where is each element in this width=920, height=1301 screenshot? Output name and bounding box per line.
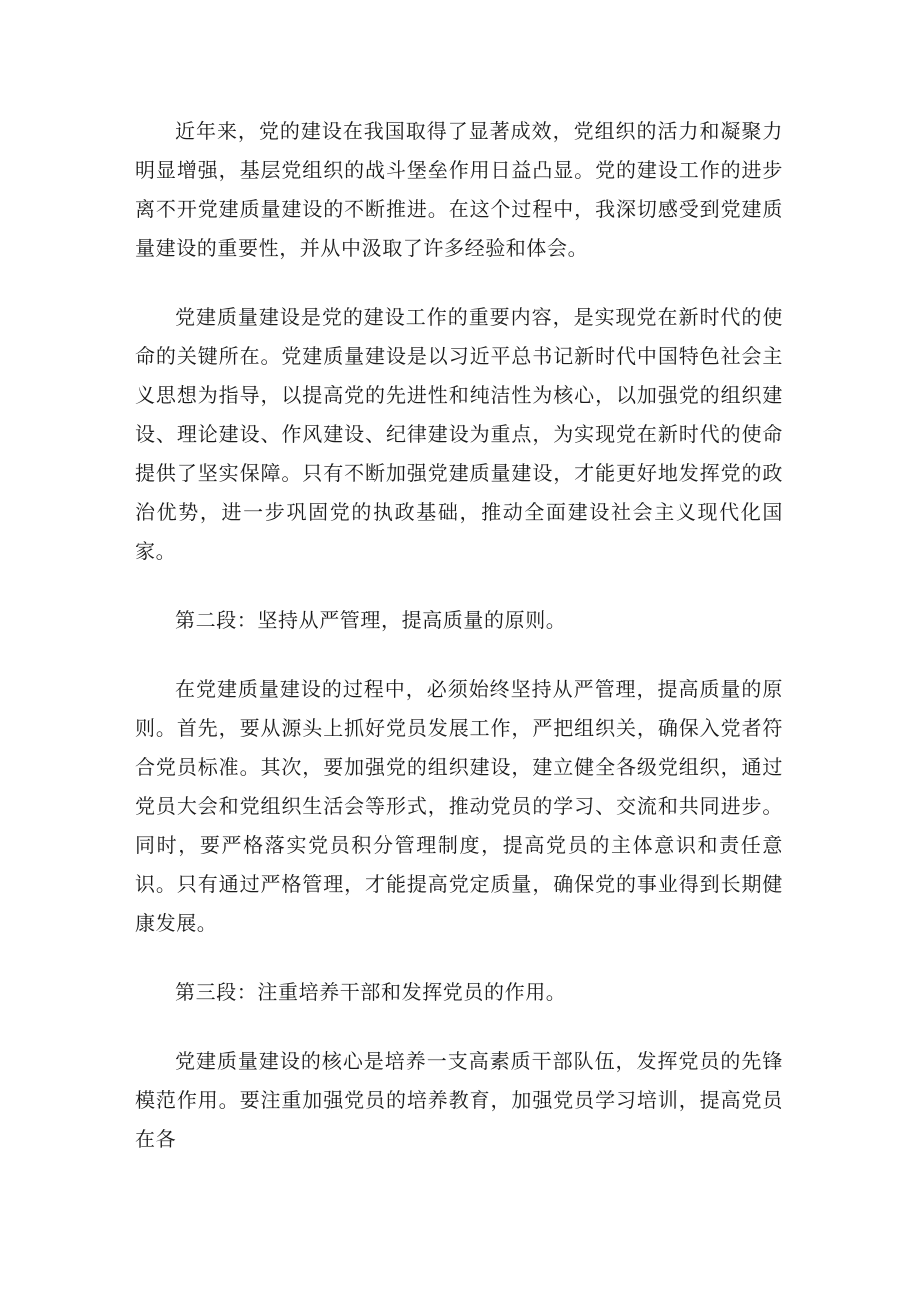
paragraph-cadre-training: 党建质量建设的核心是培养一支高素质干部队伍，发挥党员的先锋模范作用。要注重加强党员的培养教育，加强党员学习培训，提高党员在各 [135, 1049, 783, 1151]
paragraph-strict-management: 在党建质量建设的过程中，必须始终坚持从严管理，提高质量的原则。首先，要从源头上抓好党员发展工作，严把组织关，确保入党者符合党员标准。其次，要加强党的组织建设，建立健全各级党组织，通过党员大会和党组织生活会等形式，推动党员的学习、交流和共同进步。同时，要严格落实党员积分管理制度，提高党员的主体意识和责任意识。只有通过严格管理，才能提高党定质量，确保党的事业得到长期健康发展。 [135, 677, 783, 935]
document-body [135, 112, 783, 1189]
section-heading-3: 第三段：注重培养干部和发挥党员的作用。 [175, 980, 567, 1004]
paragraph-importance: 党建质量建设是党的建设工作的重要内容，是实现党在新时代的使命的关键所在。党建质量建设是以习近平总书记新时代中国特色社会主义思想为指导，以提高党的先进性和纯洁性为核心，以加强党的组织建设、理论建设、作风建设、纪律建设为重点，为实现党在新时代的使命提供了坚实保障。只有不断加强党建质量建设，才能更好地发挥党的政治优势，进一步巩固党的执政基础，推动全面建设社会主义现代化国家。 [135, 305, 783, 563]
paragraph-intro: 近年来，党的建设在我国取得了显著成效，党组织的活力和凝聚力明显增强，基层党组织的战斗堡垒作用日益凸显。党的建设工作的进步离不开党建质量建设的不断推进。在这个过程中，我深切感受到党建质量建设的重要性，并从中汲取了许多经验和体会。 [135, 119, 783, 260]
section-heading-2: 第二段：坚持从严管理，提高质量的原则。 [175, 608, 567, 632]
